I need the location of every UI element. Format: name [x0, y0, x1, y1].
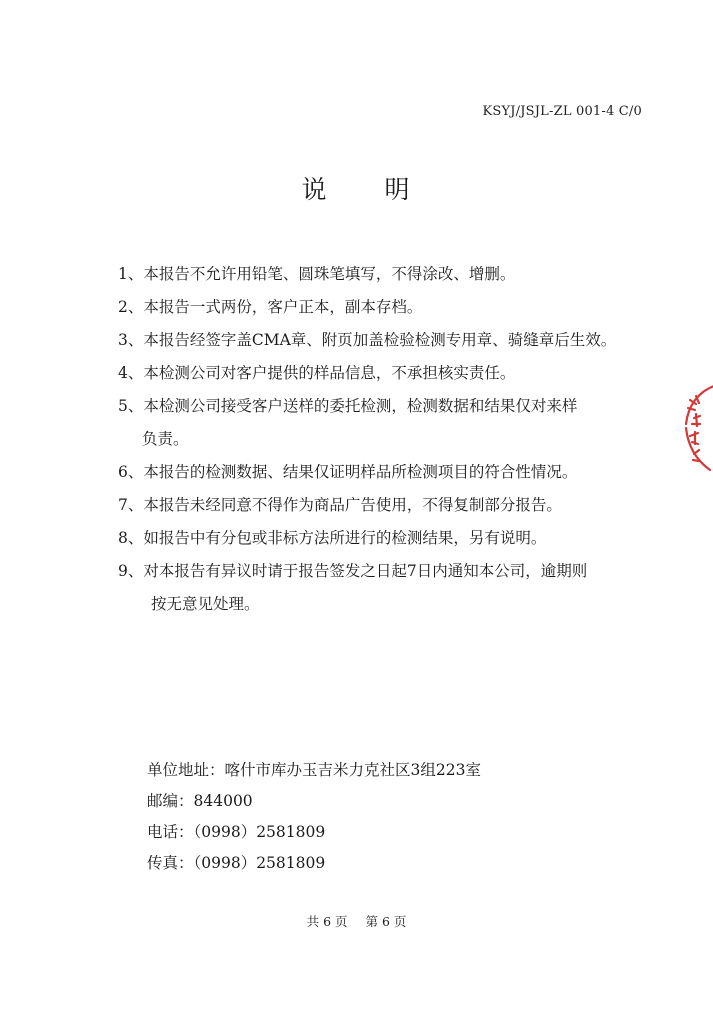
rule-item-7 — [118, 489, 658, 522]
rule-text-continuation: 按无意见处理。 — [151, 595, 260, 613]
rule-item-9 — [118, 555, 658, 621]
rule-text: 3、本报告经签字盖CMA章、附页加盖检验检测专用章、骑缝章后生效。 — [118, 331, 617, 349]
current-page: 第 6 页 — [365, 914, 407, 929]
rule-item-2 — [118, 291, 658, 324]
rule-text: 8、如报告中有分包或非标方法所进行的检测结果，另有说明。 — [118, 529, 547, 547]
rule-text: 2、本报告一式两份，客户正本，副本存档。 — [118, 298, 423, 316]
rule-text: 6、本报告的检测数据、结果仅证明样品所检测项目的符合性情况。 — [118, 463, 578, 481]
rule-text: 7、本报告未经同意不得作为商品广告使用，不得复制部分报告。 — [118, 496, 562, 514]
contact-address: 单位地址：喀什市库办玉吉米力克社区3组223室 — [147, 761, 481, 779]
rules-list — [118, 258, 658, 621]
rule-item-3 — [118, 324, 658, 357]
page-title — [0, 170, 713, 206]
contact-phone: 电话：（0998）2581809 — [147, 823, 326, 841]
rule-text: 5、本检测公司接受客户送样的委托检测，检测数据和结果仅对来样 — [118, 397, 578, 415]
rule-item-4 — [118, 357, 658, 390]
rule-item-8 — [118, 522, 658, 555]
contact-postcode: 邮编：844000 — [147, 792, 253, 810]
rule-text-continuation: 负责。 — [142, 430, 189, 448]
rule-text: 1、本报告不允许用铅笔、圆珠笔填写，不得涂改、增删。 — [118, 265, 516, 283]
page-title-part-2: 明 — [384, 175, 412, 204]
rule-text: 9、对本报告有异议时请于报告签发之日起7日内通知本公司，逾期则 — [118, 562, 588, 580]
rule-item-5 — [118, 390, 658, 456]
total-pages: 共 6 页 — [306, 914, 348, 929]
rule-item-6 — [118, 456, 658, 489]
page-title-part-1: 说 — [301, 175, 329, 204]
rule-text: 4、本检测公司对客户提供的样品信息，不承担核实责任。 — [118, 364, 516, 382]
page-footer — [0, 912, 713, 930]
document-code: KSYJ/JSJL-ZL 001-4 C/0 — [482, 104, 642, 119]
seal-stamp-icon — [676, 378, 713, 478]
contact-info — [147, 755, 481, 879]
contact-fax: 传真：（0998）2581809 — [147, 854, 326, 872]
rule-item-1 — [118, 258, 658, 291]
